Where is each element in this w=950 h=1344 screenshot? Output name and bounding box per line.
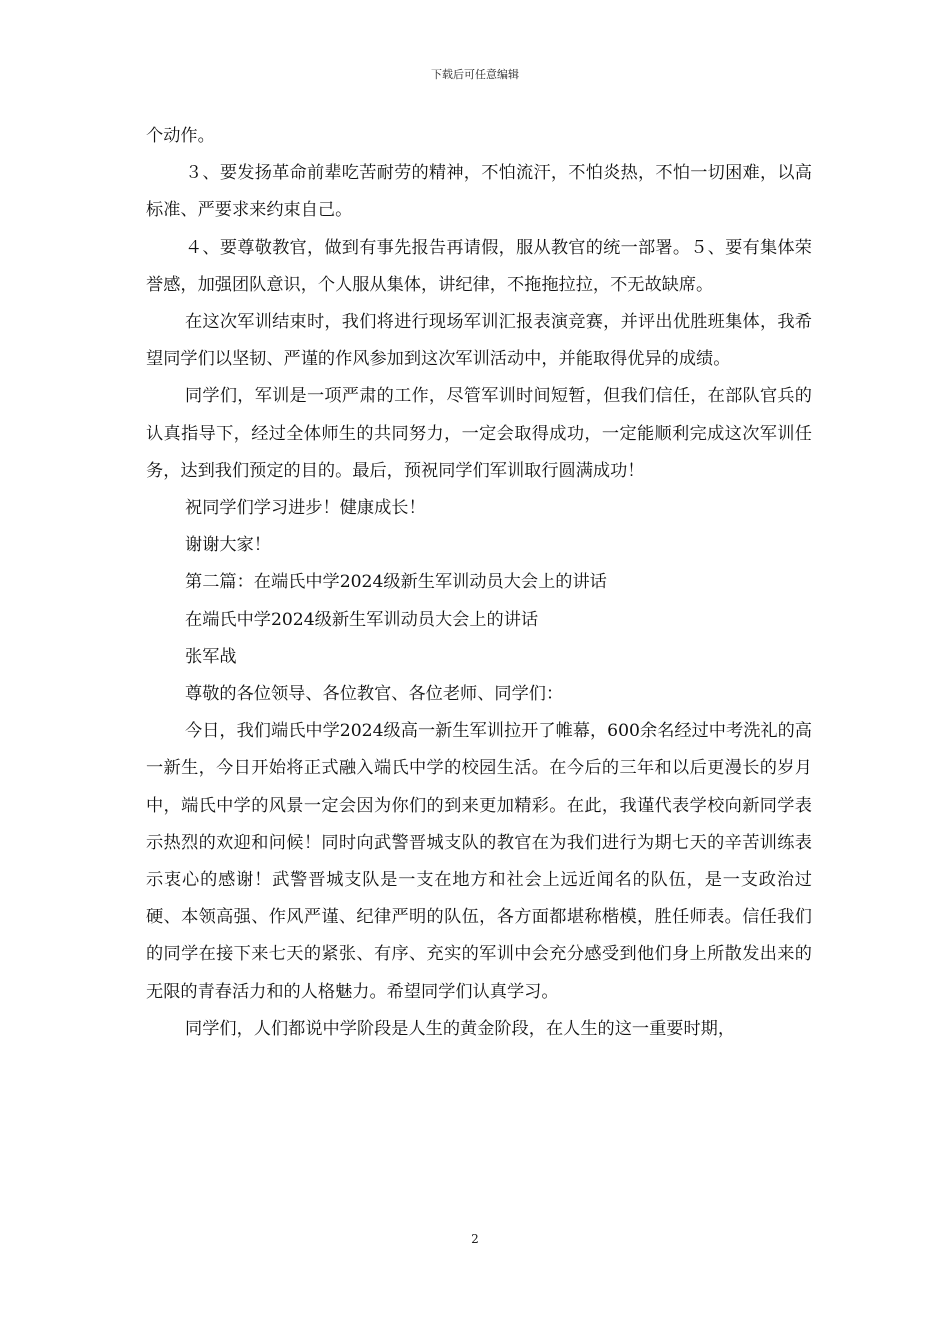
paragraph: 祝同学们学习进步！健康成长！ xyxy=(185,498,426,519)
paragraph: 尊敬的各位领导、各位教官、各位老师、同学们： xyxy=(185,684,564,705)
paragraph: 今日，我们端氏中学2024级高一新生军训拉开了帷幕，600余名经过中考洗礼的高一新生，今日开始将正式融入端氏中学的校园生活。在今后的三年和以后更漫长的岁月中，端氏中学的风景一定会因为你们的到来更加精彩。在此，我谨代表学校向新同学表示热烈的欢迎和问候！同时向武警晋城支队的教官在为我们进行为期七天的辛苦训练表示衷心的感谢！武警晋城支队是一支在地方和社会上远近闻名的队伍，是一支政治过硬、本领高强、作风严谨、纪律严明的队伍，各方面都堪称楷模，胜任师表。信任我们的同学在接下来七天的紧张、有序、充实的军训中会充分感受到他们身上所散发出来的无限的青春活力和的人格魅力。希望同学们认真学习。 xyxy=(146,721,812,1002)
page-header: 下载后可任意编辑 xyxy=(431,68,519,81)
paragraph: 在端氏中学2024级新生军训动员大会上的讲话 xyxy=(185,609,539,630)
paragraph: 个动作。 xyxy=(146,126,215,146)
paragraph: 在这次军训结束时，我们将进行现场军训汇报表演竞赛，并评出优胜班集体，我希望同学们以坚韧、严谨的作风参加到这次军训活动中，并能取得优异的成绩。 xyxy=(146,312,812,370)
paragraph: 第二篇：在端氏中学2024级新生军训动员大会上的讲话 xyxy=(185,572,607,593)
paragraph: 张军战 xyxy=(185,646,237,667)
paragraph: 同学们，军训是一项严肃的工作，尽管军训时间短暂，但我们信任，在部队官兵的认真指导下，经过全体师生的共同努力，一定会取得成功，一定能顺利完成这次军训任务，达到我们预定的目的。最后，预祝同学们军训取行圆满成功！ xyxy=(146,386,812,481)
paragraph: 谢谢大家！ xyxy=(185,535,271,556)
document-body xyxy=(146,118,812,1048)
paragraph: ３、要发扬革命前辈吃苦耐劳的精神，不怕流汗，不怕炎热，不怕一切困难，以高标准、严要求来约束自己。 xyxy=(146,163,812,221)
paragraph: 同学们，人们都说中学阶段是人生的黄金阶段，在人生的这一重要时期， xyxy=(185,1018,736,1039)
paragraph: ４、要尊敬教官，做到有事先报告再请假，服从教官的统一部署。５、要有集体荣誉感，加强团队意识，个人服从集体，讲纪律，不拖拖拉拉，不无故缺席。 xyxy=(146,237,812,295)
page-number: 2 xyxy=(471,1232,479,1246)
